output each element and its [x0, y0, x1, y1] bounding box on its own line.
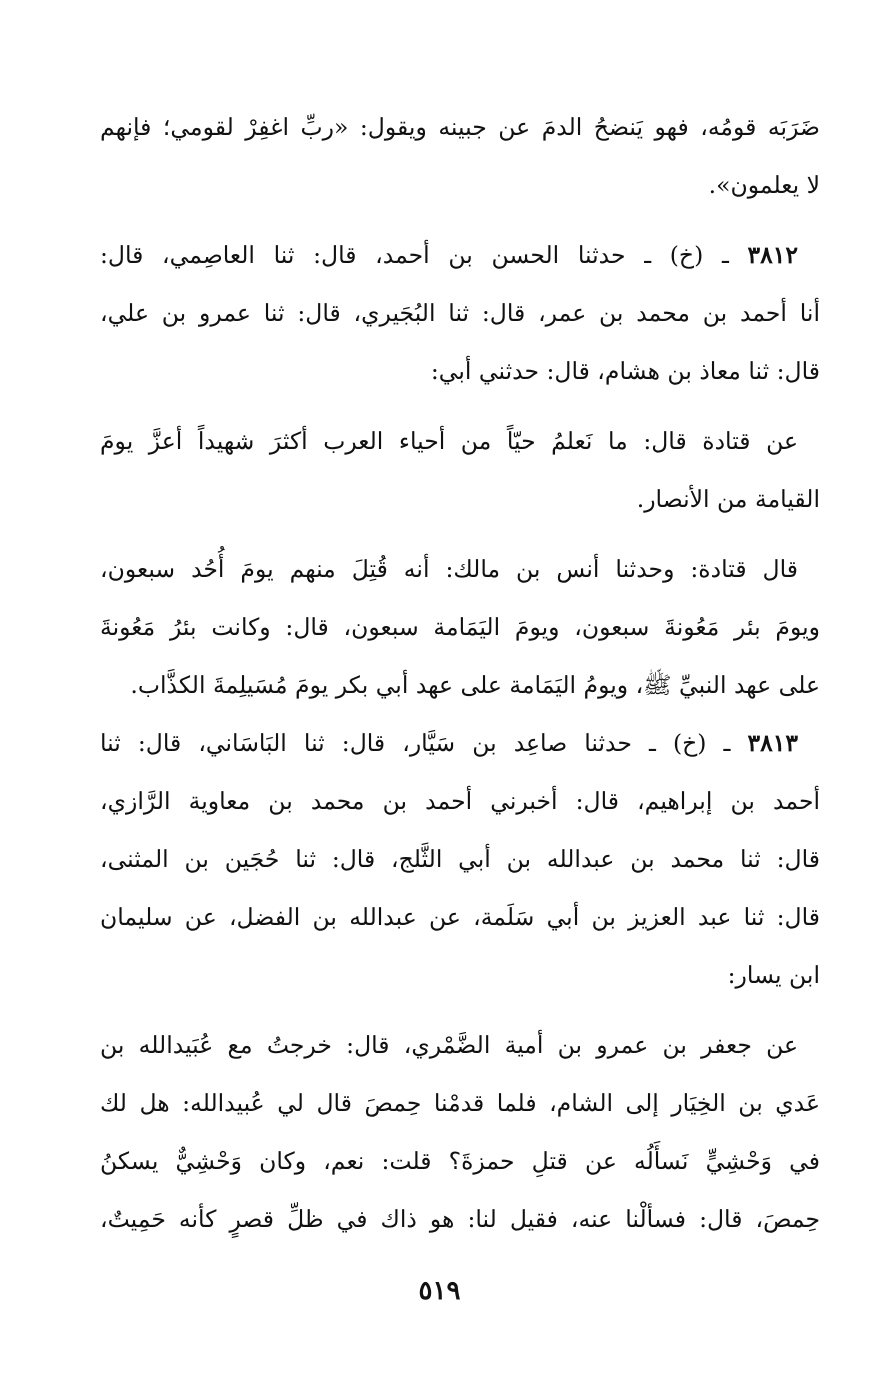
- text-line: حِمصَ، قال: فسألْنا عنه، فقيل لنا: هو ذاك في ظلِّ قصرٍ كأنه حَمِيتٌ،: [100, 1205, 820, 1233]
- hadith-3812: [100, 226, 820, 400]
- text-line: قال قتادة: وحدثنا أنس بن مالك: أنه قُتِلَ منهم يومَ أُحُد سبعون،: [100, 555, 798, 583]
- text-line: قال: ثنا معاذ بن هشام، قال: حدثني أبي:: [430, 357, 820, 385]
- text-line: [100, 714, 820, 772]
- text-line: أحمد بن إبراهيم، قال: أخبرني أحمد بن محمد بن معاوية الرَّازي،: [100, 787, 820, 815]
- text-line-rest: ـ (خ) ـ حدثنا الحسن بن أحمد، قال: ثنا العاصِمي، قال:: [100, 241, 748, 269]
- hadith-number: ٣٨١٢: [747, 241, 798, 269]
- text-line: ضَرَبَه قومُه، فهو يَنضحُ الدمَ عن جبينه ويقول: «ربِّ اغفِرْ لقومي؛ فإنهم: [100, 113, 820, 141]
- text-line: على عهد النبيِّ ﷺ، ويومُ اليَمَامة على عهد أبي بكر يومَ مُسَيلِمةَ الكذَّاب.: [130, 671, 820, 699]
- text-line: قال: ثنا محمد بن عبدالله بن أبي الثَّلج، قال: ثنا حُجَين بن المثنى،: [100, 845, 820, 873]
- paragraph-anas: [100, 540, 820, 714]
- page-number: ٥١٩: [418, 1276, 461, 1306]
- text-line: لا يعلمون».: [708, 171, 820, 199]
- paragraph-continuation: [100, 98, 820, 214]
- text-line: أنا أحمد بن محمد بن عمر، قال: ثنا البُجَيري، قال: ثنا عمرو بن علي،: [100, 299, 820, 327]
- text-line: ويومَ بئر مَعُونةَ سبعون، ويومَ اليَمَامة سبعون، قال: وكانت بئرُ مَعُونةَ: [100, 613, 820, 641]
- text-line: عَدي بن الخِيَار إلى الشام، فلما قدمْنا حِمصَ قال لي عُبيدالله: هل لك: [100, 1089, 820, 1117]
- text-line: القيامة من الأنصار.: [636, 485, 820, 513]
- paragraph-jafar: [100, 1016, 820, 1248]
- text-line: [100, 226, 820, 284]
- text-line: عن قتادة قال: ما نَعلمُ حيّاً من أحياء العرب أكثرَ شهيداً أعزَّ يومَ: [100, 427, 798, 455]
- page-body: [100, 98, 820, 1248]
- hadith-3813: [100, 714, 820, 1004]
- text-line-rest: ـ (خ) ـ حدثنا صاعِد بن سَيَّار، قال: ثنا البَاسَاني، قال: ثنا: [100, 729, 748, 757]
- text-line: في وَحْشِيٍّ نَسأَلُه عن قتلِ حمزةَ؟ قلت: نعم، وكان وَحْشِيٌّ يسكنُ: [100, 1147, 820, 1175]
- text-line: ابن يسار:: [727, 961, 820, 989]
- paragraph-qatada: [100, 412, 820, 528]
- text-line: قال: ثنا عبد العزيز بن أبي سَلَمة، عن عبدالله بن الفضل، عن سليمان: [100, 903, 820, 931]
- hadith-number: ٣٨١٣: [747, 729, 798, 757]
- text-line: عن جعفر بن عمرو بن أمية الضَّمْري، قال: خرجتُ مع عُبَيدالله بن: [100, 1031, 798, 1059]
